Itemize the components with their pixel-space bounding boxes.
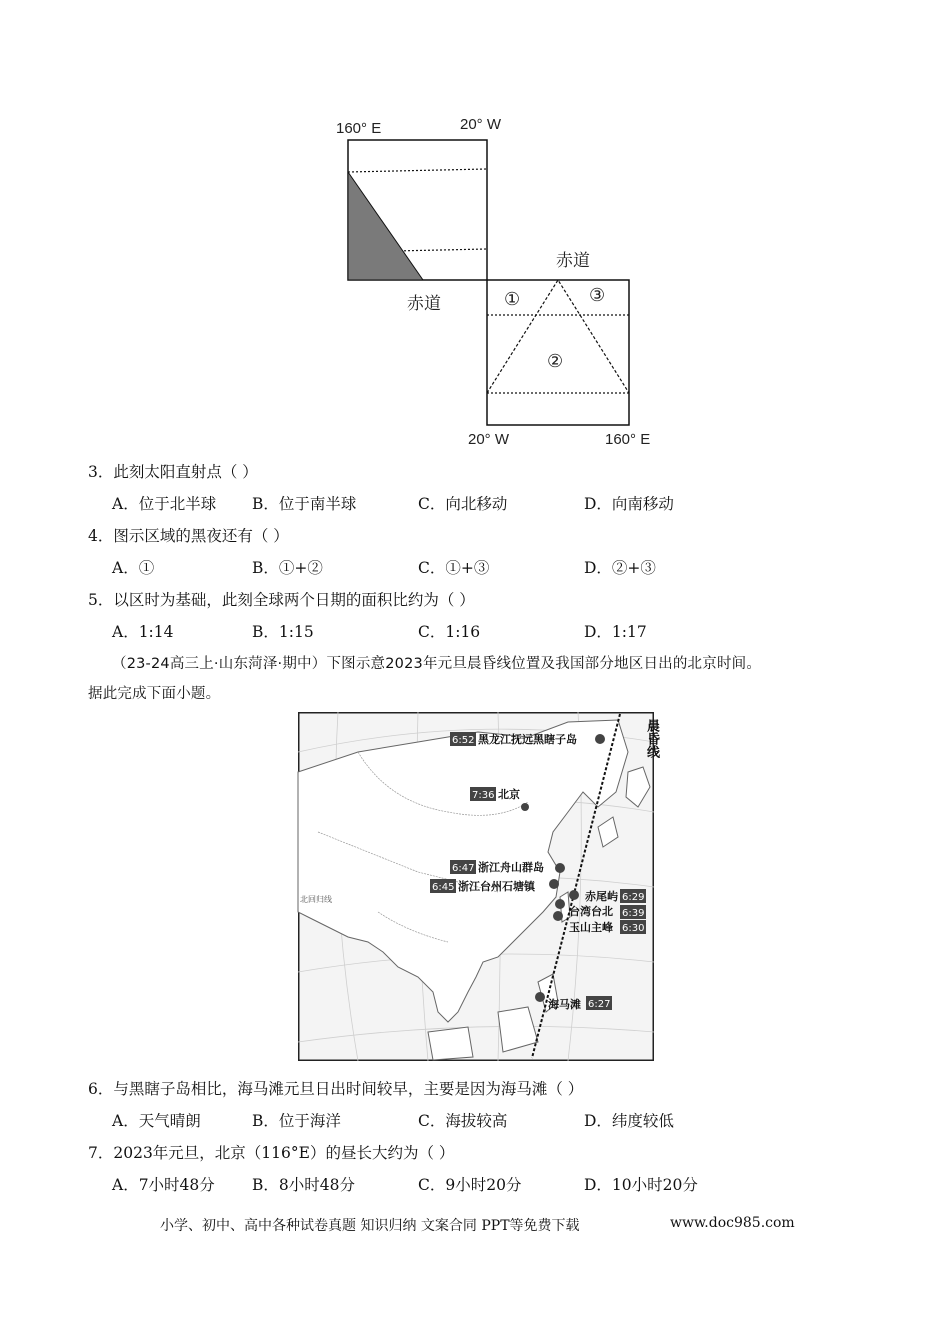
svg-text:6:39: 6:39 — [622, 908, 645, 919]
footer-text: 小学、初中、高中各种试卷真题 知识归纳 文案合同 PPT等免费下载 — [160, 1218, 580, 1234]
label-160e-top: 160° E — [336, 120, 382, 137]
svg-text:玉山主峰: 玉山主峰 — [569, 921, 613, 934]
question-3-option-c[interactable]: C．向北移动 — [418, 495, 508, 513]
terminator-label-text: 晨昏线 — [620, 719, 659, 734]
sunrise-map — [298, 712, 659, 1061]
night-shaded-area — [348, 172, 423, 280]
question-5-option-a[interactable]: A．1:14 — [112, 623, 174, 641]
label-equator-left: 赤道 — [407, 294, 441, 313]
svg-text:海马滩: 海马滩 — [548, 998, 581, 1011]
question-7-option-d[interactable]: D．10小时20分 — [584, 1176, 698, 1194]
question-6-stem: 6．与黑瞎子岛相比，海马滩元旦日出时间较早，主要是因为海马滩（ ） — [88, 1080, 584, 1098]
question-6-option-b[interactable]: B．位于海洋 — [252, 1112, 341, 1130]
region-3-label: ③ — [589, 285, 606, 306]
question-4-option-b[interactable]: B．①+② — [252, 559, 323, 577]
svg-text:6:30: 6:30 — [622, 923, 645, 934]
svg-text:6:27: 6:27 — [588, 999, 611, 1010]
svg-text:6:47: 6:47 — [452, 863, 475, 874]
svg-text:台湾台北: 台湾台北 — [569, 905, 613, 918]
region-1-label: ① — [504, 289, 521, 310]
svg-text:浙江舟山群岛: 浙江舟山群岛 — [478, 861, 544, 874]
question-5-option-b[interactable]: B．1:15 — [252, 623, 314, 641]
question-4-option-a[interactable]: A．① — [112, 559, 155, 577]
svg-text:6:45: 6:45 — [432, 882, 455, 893]
region-2-label: ② — [547, 351, 564, 372]
svg-text:北京: 北京 — [498, 788, 520, 801]
intro-line-1: （23-24高三上·山东菏泽·期中）下图示意2023年元旦晨昏线位置及我国部分地区日出的北京时间。 — [112, 656, 762, 672]
tropic-label: 北回归线 — [300, 895, 332, 904]
question-3-option-d[interactable]: D．向南移动 — [584, 495, 674, 513]
label-20w-top: 20° W — [460, 116, 502, 133]
question-6-option-d[interactable]: D．纬度较低 — [584, 1112, 674, 1130]
question-4-option-c[interactable]: C．①+③ — [418, 559, 490, 577]
svg-text:6:52: 6:52 — [452, 735, 475, 746]
upper-dotted-line-1 — [348, 169, 487, 172]
question-5-stem: 5．以区时为基础，此刻全球两个日期的面积比约为（ ） — [88, 591, 475, 609]
question-3-stem: 3．此刻太阳直射点（ ） — [88, 463, 258, 481]
label-160e-bottom: 160° E — [605, 431, 651, 448]
svg-text:浙江台州石塘镇: 浙江台州石塘镇 — [458, 880, 535, 893]
question-7-option-c[interactable]: C．9小时20分 — [418, 1176, 522, 1194]
question-7-option-b[interactable]: B．8小时48分 — [252, 1176, 355, 1194]
svg-text:黑龙江抚远黑瞎子岛: 黑龙江抚远黑瞎子岛 — [478, 733, 577, 746]
question-4-stem: 4．图示区域的黑夜还有（ ） — [88, 527, 289, 545]
label-20w-bottom: 20° W — [468, 431, 510, 448]
intro-line-2: 据此完成下面小题。 — [88, 686, 221, 702]
question-6-option-c[interactable]: C．海拔较高 — [418, 1112, 508, 1130]
svg-text:赤尾屿: 赤尾屿 — [585, 890, 618, 903]
label-equator-right: 赤道 — [556, 251, 590, 270]
svg-text:6:29: 6:29 — [622, 892, 645, 903]
question-3-option-b[interactable]: B．位于南半球 — [252, 495, 357, 513]
question-6-option-a[interactable]: A．天气晴朗 — [112, 1112, 201, 1130]
question-7-option-a[interactable]: A．7小时48分 — [112, 1176, 215, 1194]
question-5-option-c[interactable]: C．1:16 — [418, 623, 481, 641]
question-5-option-d[interactable]: D．1:17 — [584, 623, 647, 641]
question-7-stem: 7．2023年元旦，北京（116°E）的昼长大约为（ ） — [88, 1144, 455, 1162]
question-4-option-d[interactable]: D．②+③ — [584, 559, 656, 577]
svg-text:7:36: 7:36 — [472, 790, 495, 801]
sunlight-diagram — [300, 105, 680, 450]
question-3-option-a[interactable]: A．位于北半球 — [112, 495, 217, 513]
footer-url[interactable]: www.doc985.com — [670, 1215, 795, 1231]
